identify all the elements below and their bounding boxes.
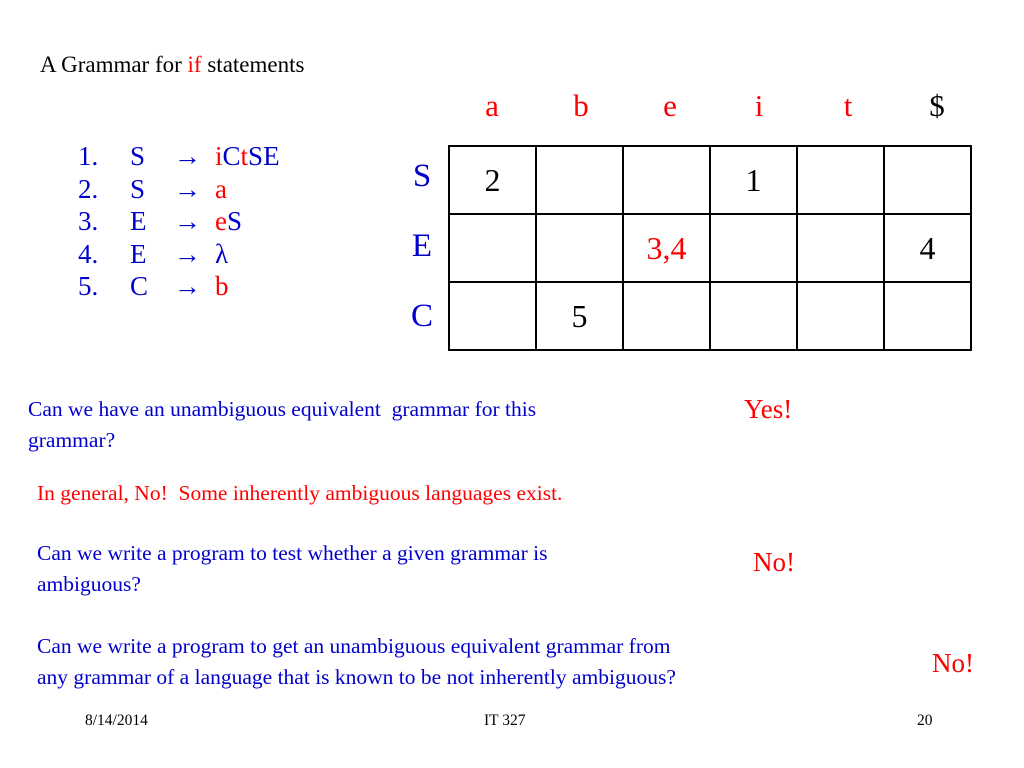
rule-lhs: E <box>130 206 147 236</box>
title-prefix: A Grammar for <box>40 52 188 77</box>
table-cell: 4 <box>884 214 971 282</box>
footer-course: IT 327 <box>484 712 526 729</box>
rule-lhs: S <box>130 173 146 204</box>
table-row <box>449 214 971 282</box>
table-cell <box>449 214 536 282</box>
table-cell <box>449 282 536 350</box>
column-header-a: a <box>485 88 499 123</box>
column-header-i: i <box>754 88 764 123</box>
rule-number: 1. <box>78 141 99 171</box>
table-cell <box>536 214 623 282</box>
rule-rhs <box>215 205 242 238</box>
rule-lhs: S <box>130 141 146 171</box>
column-header-dollar: $ <box>929 88 945 123</box>
rule-lhs: E <box>130 238 147 269</box>
arrow-icon: → <box>174 271 201 301</box>
footer-date: 8/14/2014 <box>85 712 148 729</box>
arrow-icon: → <box>174 238 201 269</box>
question-3: Can we write a program to get an unambiguous equivalent grammar from any grammar of a language that is known to be not inherently ambiguous? <box>37 634 676 689</box>
title-keyword: if <box>187 52 202 77</box>
answer-1: Yes! <box>744 394 793 424</box>
rule-number: 4. <box>78 238 99 269</box>
rule-rhs <box>215 173 227 206</box>
table-cell <box>884 146 971 214</box>
answer-3: No! <box>932 648 974 678</box>
answer-2: No! <box>753 547 795 577</box>
rule-rhs <box>215 140 280 173</box>
rule-rhs <box>215 238 228 271</box>
rhs-symbol: C <box>222 141 241 171</box>
rhs-symbol: S <box>226 206 243 236</box>
arrow-icon: → <box>174 141 201 171</box>
rhs-symbol: e <box>215 206 227 236</box>
rule-number: 5. <box>78 271 99 301</box>
table-cell: 5 <box>536 282 623 350</box>
answer-note: In general, No! Some inherently ambiguous languages exist. <box>37 481 563 505</box>
rhs-symbol: b <box>215 271 229 301</box>
parse-table <box>448 145 972 351</box>
arrow-icon: → <box>174 206 201 236</box>
footer-page-number: 20 <box>917 712 933 729</box>
table-cell <box>623 146 710 214</box>
arrow-icon: → <box>174 173 201 204</box>
column-header-e: e <box>663 88 677 123</box>
row-header-e: E <box>411 228 433 264</box>
table-cell-conflict: 3,4 <box>623 214 710 282</box>
rhs-symbol: a <box>215 173 227 204</box>
rule-rhs <box>215 270 229 303</box>
rule-lhs: C <box>130 271 149 301</box>
rule-number: 3. <box>78 206 99 236</box>
table-cell: 1 <box>710 146 797 214</box>
table-cell <box>623 282 710 350</box>
rhs-symbol: t <box>240 141 249 171</box>
row-header-s: S <box>412 158 432 194</box>
title-suffix: statements <box>201 52 305 77</box>
slide-title <box>40 52 304 78</box>
table-cell <box>797 214 884 282</box>
table-cell <box>536 146 623 214</box>
question-1: Can we have an unambiguous equivalent grammar for this grammar? <box>28 397 537 452</box>
table-cell <box>884 282 971 350</box>
table-cell <box>797 282 884 350</box>
table-row <box>449 146 971 214</box>
rhs-symbol: SE <box>248 141 280 171</box>
table-cell: 2 <box>449 146 536 214</box>
column-header-t: t <box>843 88 853 123</box>
rhs-symbol: i <box>215 141 223 171</box>
table-row <box>449 282 971 350</box>
table-cell <box>710 282 797 350</box>
rule-number: 2. <box>78 173 99 204</box>
row-header-c: C <box>410 298 433 334</box>
table-cell <box>710 214 797 282</box>
rhs-symbol: λ <box>215 238 229 269</box>
column-header-b: b <box>573 88 589 123</box>
question-2: Can we write a program to test whether a given grammar is ambiguous? <box>37 541 548 596</box>
table-cell <box>797 146 884 214</box>
